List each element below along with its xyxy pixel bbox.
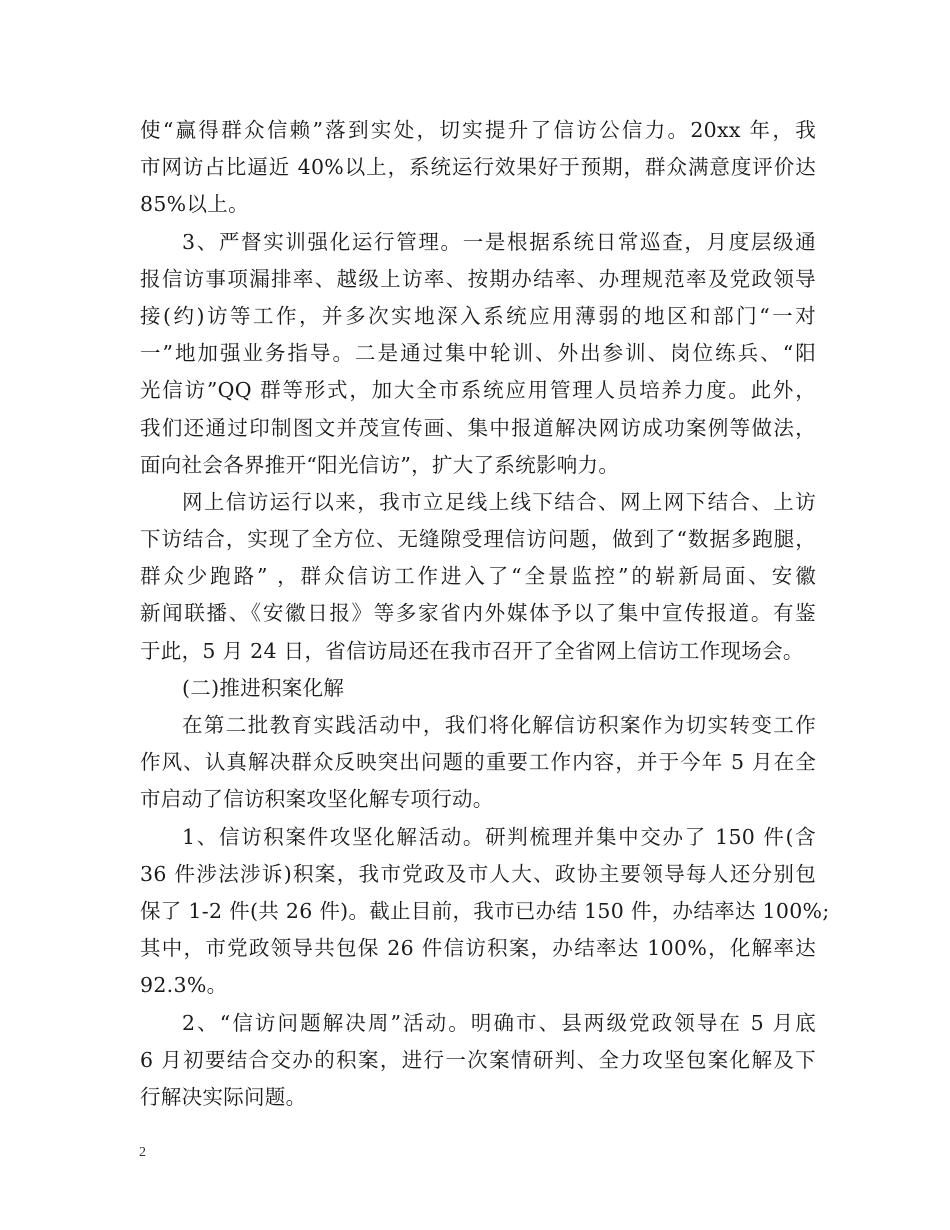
text-line: 光信访”QQ 群等形式，加大全市系统应用管理人员培养力度。此外，: [140, 378, 816, 403]
text-line: 36 件涉法涉诉)积案，我市党政及市人大、政协主要领导每人还分别包: [140, 861, 816, 886]
text-line: 3、严督实训强化运行管理。一是根据系统日常巡查，月度层级通: [182, 229, 816, 254]
text-line: 报信访事项漏排率、越级上访率、按期办结率、办理规范率及党政领导: [140, 266, 816, 291]
text-line: 其中，市党政领导共包保 26 件信访积案，办结率达 100%，化解率达: [140, 936, 816, 961]
text-line: 群众少跑路” ，群众信访工作进入了“全景监控”的崭新局面、安徽: [140, 564, 816, 589]
text-line: 92.3%。: [140, 973, 228, 998]
text-line: 我们还通过印制图文并茂宣传画、集中报道解决网访成功案例等做法，: [140, 415, 816, 440]
paragraph: [140, 819, 830, 1005]
paragraph: [140, 1005, 816, 1117]
paragraph: [140, 707, 816, 819]
text-line: 作风、认真解决群众反映突出问题的重要工作内容，并于今年 5 月在全: [140, 750, 816, 775]
text-line: 85%以上。: [140, 192, 249, 217]
paragraph: [140, 112, 816, 224]
document-body: [140, 112, 830, 1116]
text-line: 市启动了信访积案攻坚化解专项行动。: [140, 787, 494, 812]
text-line: 2、“信访问题解决周”活动。明确市、县两级党政领导在 5 月底: [182, 1010, 816, 1035]
text-line: (二)推进积案化解: [182, 675, 345, 700]
text-line: 接(约)访等工作，并多次实地深入系统应用薄弱的地区和部门“一对: [140, 303, 816, 328]
text-line: 6 月初要结合交办的积案，进行一次案情研判、全力攻坚包案化解及下: [140, 1047, 816, 1072]
text-line: 下访结合，实现了全方位、无缝隙受理信访问题，做到了“数据多跑腿，: [140, 527, 816, 552]
text-line: 行解决实际问题。: [140, 1084, 307, 1109]
text-line: 新闻联播、《安徽日报》等多家省内外媒体予以了集中宣传报道。有鉴: [140, 601, 816, 626]
page-number: 2: [139, 1145, 146, 1160]
text-line: 市网访占比逼近 40%以上，系统运行效果好于预期，群众满意度评价达: [140, 155, 816, 180]
text-line: 使“赢得群众信赖”落到实处，切实提升了信访公信力。20xx 年，我: [140, 118, 816, 142]
text-line: 一”地加强业务指导。二是通过集中轮训、外出参训、岗位练兵、“阳: [140, 341, 816, 366]
text-line: 在第二批教育实践活动中，我们将化解信访积案作为切实转变工作: [182, 713, 816, 737]
paragraph: [140, 670, 816, 707]
paragraph: [140, 484, 816, 670]
text-line: 于此，5 月 24 日，省信访局还在我市召开了全省网上信访工作现场会。: [140, 638, 804, 663]
text-line: 面向社会各界推开“阳光信访”，扩大了系统影响力。: [140, 452, 620, 477]
text-line: 1、信访积案件攻坚化解活动。研判梳理并集中交办了 150 件(含: [182, 824, 816, 849]
text-line: 保了 1-2 件(共 26 件)。截止目前，我市已办结 150 件，办结率达 100%;: [140, 898, 830, 923]
paragraph: [140, 224, 816, 484]
text-line: 网上信访运行以来，我市立足线上线下结合、网上网下结合、上访: [182, 489, 816, 514]
